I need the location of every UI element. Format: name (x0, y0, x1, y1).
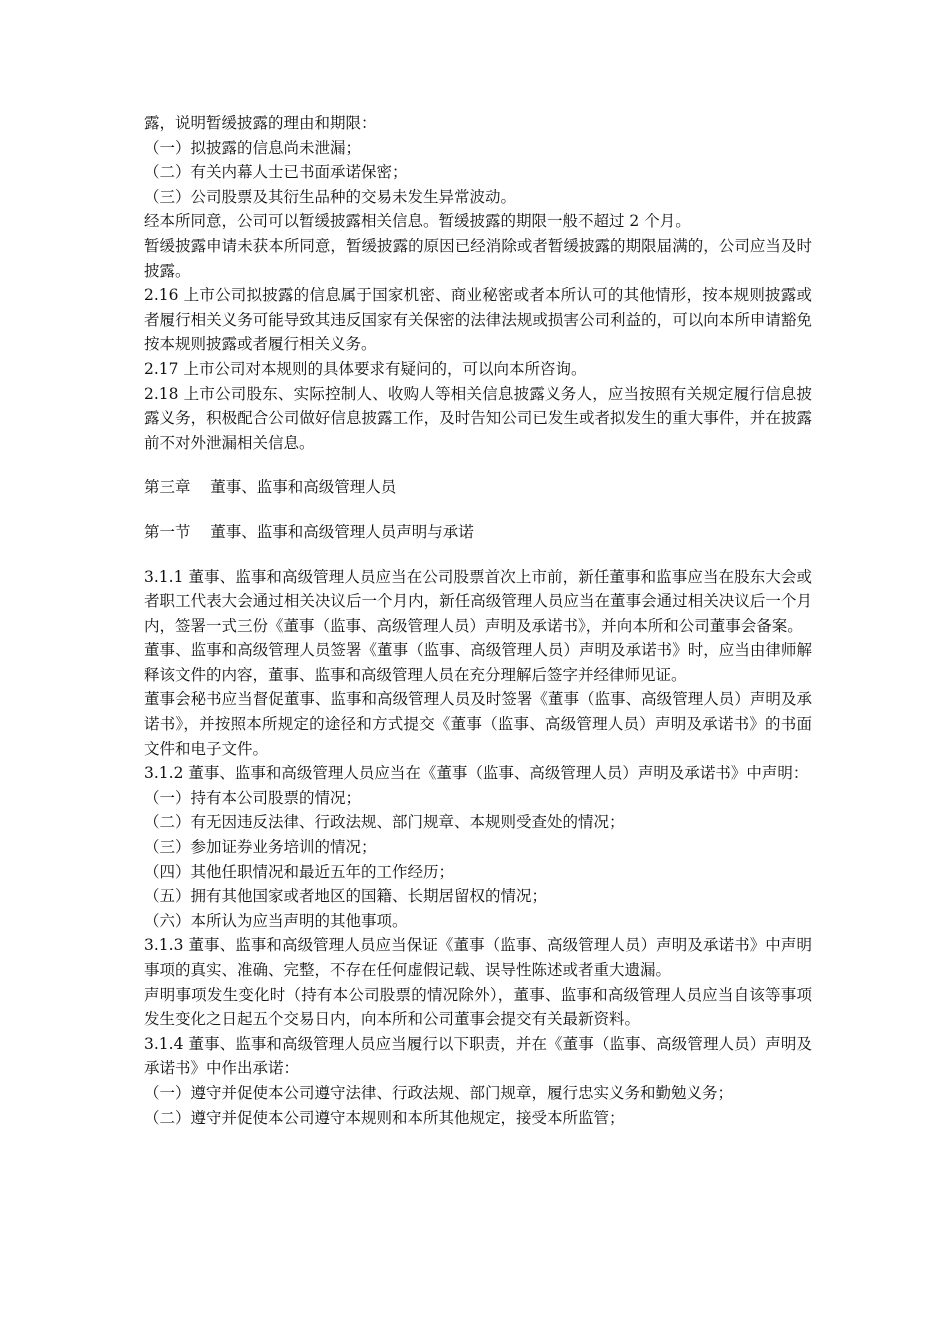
article-2-17: 2.17 上市公司对本规则的具体要求有疑问的，可以向本所咨询。 (144, 359, 587, 378)
paragraph: 声明事项发生变化时（持有本公司股票的情况除外），董事、监事和高级管理人员应当自该等事项发生变化之日起五个交易日内，向本所和公司董事会提交有关最新资料。 (144, 985, 812, 1029)
list-item: （三）参加证券业务培训的情况； (144, 838, 377, 857)
paragraph: 董事会秘书应当督促董事、监事和高级管理人员及时签署《董事（监事、高级管理人员）声明及承诺书》，并按照本所规定的途径和方式提交《董事（监事、高级管理人员）声明及承诺书》的书面文件和电子文件。 (144, 690, 812, 758)
list-item: （二）遵守并促使本公司遵守本规则和本所其他规定，接受本所监管； (144, 1108, 625, 1127)
list-item: （四）其他任职情况和最近五年的工作经历； (144, 862, 455, 881)
list-item: （二）有关内幕人士已书面承诺保密； (144, 163, 408, 182)
paragraph: 董事、监事和高级管理人员签署《董事（监事、高级管理人员）声明及承诺书》时，应当由律师解释该文件的内容，董事、监事和高级管理人员在充分理解后签字并经律师见证。 (144, 641, 812, 684)
paragraph: 暂缓披露申请未获本所同意，暂缓披露的原因已经消除或者暂缓披露的期限届满的，公司应当及时披露。 (144, 236, 812, 280)
chapter-title: 第三章 董事、监事和高级管理人员 (144, 478, 397, 497)
text-line: 经本所同意，公司可以暂缓披露相关信息。暂缓披露的期限一般不超过 2 个月。 (144, 212, 691, 231)
article-2-16: 2.16 上市公司拟披露的信息属于国家机密、商业秘密或者本所认可的其他情形，按本规则披露或者履行相关义务可能导致其违反国家有关保密的法律法规或损害公司利益的，可以向本所申请豁免按本规则披露或者履行相关义务。 (144, 286, 812, 354)
article-3-1-4: 3.1.4 董事、监事和高级管理人员应当履行以下职责，并在《董事（监事、高级管理人员）声明及承诺书》中作出承诺： (144, 1034, 812, 1078)
document-page (144, 111, 812, 1130)
list-item: （二）有无因违反法律、行政法规、部门规章、本规则受查处的情况； (144, 813, 625, 832)
article-2-18: 2.18 上市公司股东、实际控制人、收购人等相关信息披露义务人，应当按照有关规定履行信息披露义务，积极配合公司做好信息披露工作，及时告知公司已发生或者拟发生的重大事件，并在披露前不对外泄漏相关信息。 (144, 384, 812, 452)
list-item: （三）公司股票及其衍生品种的交易未发生异常波动。 (144, 187, 517, 206)
section-title: 第一节 董事、监事和高级管理人员声明与承诺 (144, 522, 474, 541)
list-item: （一）拟披露的信息尚未泄漏； (144, 138, 362, 157)
list-item: （六）本所认为应当声明的其他事项。 (144, 911, 408, 930)
article-3-1-3: 3.1.3 董事、监事和高级管理人员应当保证《董事（监事、高级管理人员）声明及承诺书》中声明事项的真实、准确、完整，不存在任何虚假记载、误导性陈述或者重大遗漏。 (144, 936, 812, 979)
list-item: （一）持有本公司股票的情况； (144, 788, 362, 807)
text-line: 露，说明暂缓披露的理由和期限： (144, 114, 377, 132)
list-item: （五）拥有其他国家或者地区的国籍、长期居留权的情况； (144, 887, 548, 906)
article-3-1-1: 3.1.1 董事、监事和高级管理人员应当在公司股票首次上市前，新任董事和监事应当在股东大会或者职工代表大会通过相关决议后一个月内，新任高级管理人员应当在董事会通过相关决议后一个月内，签署一式三份《董事（监事、高级管理人员）声明及承诺书》，并向本所和公司董事会备案。 (144, 567, 812, 635)
article-3-1-2: 3.1.2 董事、监事和高级管理人员应当在《董事（监事、高级管理人员）声明及承诺书》中声明： (144, 764, 809, 783)
list-item: （一）遵守并促使本公司遵守法律、行政法规、部门规章，履行忠实义务和勤勉义务； (144, 1083, 734, 1102)
